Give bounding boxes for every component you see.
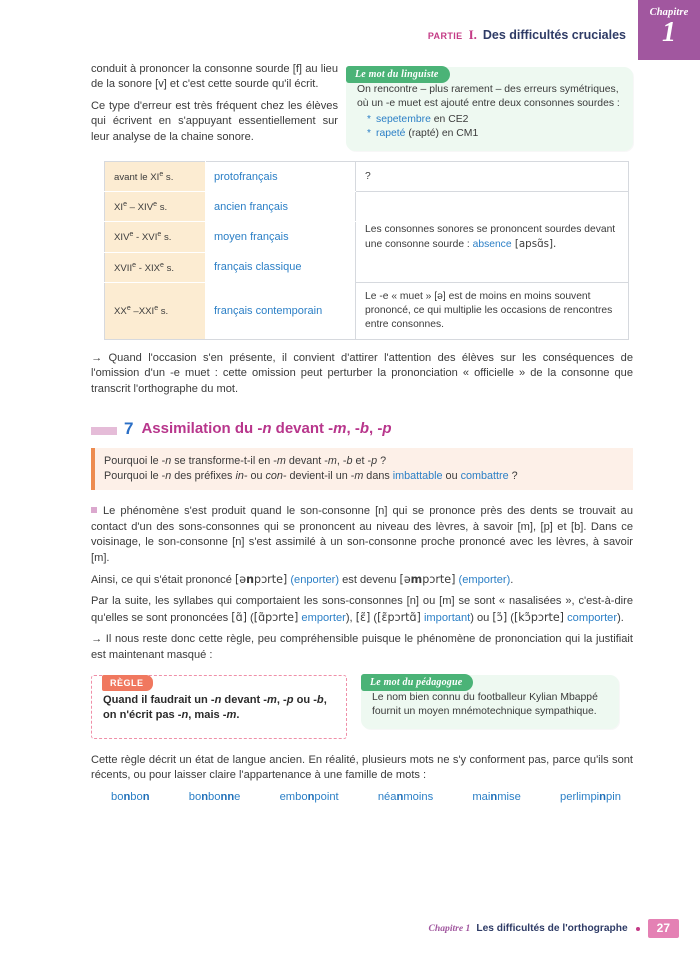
- footer-title: Les difficultés de l'orthographe: [476, 923, 628, 934]
- table-cell-period: XIe – XIVe s.: [105, 192, 206, 222]
- footer-chapter: Chapitre 1: [428, 923, 471, 934]
- merged-note-ipa: [apsɑ̃s].: [511, 237, 557, 250]
- intro-paragraph-1: conduit à prononcer la consonne sourde [f] au lieu de la sonore [v] et c'est cette sourde qu'il écrit.: [91, 63, 338, 91]
- question-word-2: combattre: [460, 470, 509, 483]
- period-sup: e: [123, 201, 127, 209]
- table-row: [105, 162, 629, 192]
- period-sup: e: [132, 261, 137, 269]
- footer-dot-decoration: [636, 927, 640, 931]
- pedagogue-column: [361, 675, 619, 729]
- merged-note-word: absence: [472, 238, 512, 250]
- link-emporter: (emporter): [458, 574, 511, 587]
- question-box: [91, 448, 633, 490]
- merged-note-text: Les consonnes sonores se prononcent sourdes devant une consonne sourde :: [365, 223, 616, 250]
- rule-and-pedagogue-row: [91, 675, 633, 739]
- body-paragraph-arrow-2-text: Il nous reste donc cette règle, peu compréhensible puisque le phénomène de prononciation qui la justifiait est maintenant masqué :: [91, 633, 633, 661]
- square-bullet-icon: [91, 507, 97, 513]
- linguiste-box: [346, 67, 633, 151]
- section-heading: [91, 420, 633, 437]
- table-row: [105, 192, 629, 222]
- page-header: [428, 27, 626, 43]
- table-row: [105, 282, 629, 339]
- period-sup: e: [129, 231, 134, 239]
- section-title: Assimilation du -n devant -m, -b, -p: [141, 420, 392, 437]
- period-sup: e: [126, 305, 131, 313]
- intro-paragraph-2: Ce type d'erreur est très fréquent chez les élèves qui écrivent en s'appuyant essentiellement sur leur analyse de la chaine sonore.: [91, 99, 338, 143]
- chapter-badge-number: 1: [662, 17, 676, 48]
- list-item: [376, 127, 623, 142]
- body-paragraph-suite: Par la suite, les syllabes qui comportaient les sons-consonnes [n] ou [m] se sont « nasalisées », c'est-à-dire qu'elles se sont prononcées [ɑ̃] ([ɑ̃pɔrte] emporter), [ɛ̃] ([ɛ̃pɔrtɑ̃] important) ou [ɔ̃] ([kɔ̃pɔrte] comporter).: [91, 595, 633, 624]
- table-cell-period: XXe –XXIe s.: [105, 282, 206, 339]
- pedagogue-box-tab: Le mot du pédagogue: [361, 674, 473, 691]
- table-cell-period: XVIIe - XIXe s.: [105, 252, 206, 282]
- table-cell-stage: protofrançais: [206, 162, 356, 192]
- page-content: [91, 62, 633, 803]
- rule-box-text: Quand il faudrait un -n devant -m, -p ou -b, on n'écrit pas -n, mais -m.: [103, 694, 327, 722]
- arrow-paragraph: [91, 351, 633, 397]
- body-paragraph-arrow-2: [91, 632, 633, 663]
- example-word: sepetembre: [376, 113, 431, 125]
- partie-roman: I.: [468, 27, 477, 42]
- body-paragraph-bullet-text: Le phénomène s'est produit quand le son-consonne [n] qui se prononce près des dents se trouvait au contact d'un des sons-consonnes qui se prononcent au niveau des lèvres, à savoir [m], [p] et [b]. Dans ce voisinage, le son-consonne [n] s'est assimilé à un son-consonne proche prononcé avec les lèvres, à savoir [m].: [91, 505, 633, 564]
- list-item: [376, 113, 623, 128]
- exception-word-list: [111, 791, 621, 803]
- word-item: néanmoins: [377, 790, 434, 803]
- linguiste-box-list: [357, 113, 623, 142]
- page-number-badge: 27: [648, 919, 679, 938]
- section-number: 7: [124, 419, 134, 438]
- link-emporter-2: emporter: [301, 611, 346, 624]
- period-post: s.: [163, 172, 174, 184]
- table-cell-stage: français contemporain: [206, 282, 356, 339]
- intro-row: [91, 62, 633, 151]
- intro-text-column: [91, 62, 346, 151]
- arrow-icon: →: [91, 351, 103, 364]
- linguiste-column: [346, 62, 633, 151]
- table-cell-note-last: Le -e « muet » [ə] est de moins en moins souvent prononcé, ce qui multiplie les occasions de rencontres entre consonnes.: [356, 282, 629, 339]
- period-roman: XIV: [114, 232, 130, 244]
- question-1: Pourquoi le -n se transforme-t-il en -m devant -m, -b et -p ?: [104, 455, 387, 467]
- pedagogue-box: [361, 675, 619, 729]
- partie-title: Des difficultés cruciales: [482, 28, 626, 42]
- link-enporter: (enporter): [290, 574, 340, 587]
- table-cell-stage: moyen français: [206, 222, 356, 252]
- word-item: mainmise: [472, 790, 521, 803]
- pedagogue-box-text: Le nom bien connu du footballeur Kylian Mbappé fournit un moyen mnémotechnique sympathique.: [372, 692, 598, 718]
- arrow-paragraph-text: Quand l'occasion s'en présente, il convient d'attirer l'attention des élèves sur les conséquences de l'omission d'un -e muet : cette omission peut perturber la prononciation « officielle » de la consonne que transcrit l'orthographe du mot.: [91, 351, 633, 395]
- word-item: embonpoint: [279, 790, 339, 803]
- table-cell-period: [105, 162, 206, 192]
- question-2: Pourquoi le -n des préfixes in- ou con- devient-il un -m dans imbattable ou combattre ?: [104, 470, 518, 483]
- body-paragraph-bullet: [91, 504, 633, 566]
- closing-paragraph: Cette règle décrit un état de langue ancien. En réalité, plusieurs mots ne s'y conforment pas, parce qu'ils sont récents, ou pour laisser claire l'appartenance à une famille de mots :: [91, 754, 633, 782]
- example-rest: en CE2: [430, 113, 469, 125]
- table-cell-note-merged: [356, 192, 629, 283]
- arrow-icon: →: [91, 633, 103, 646]
- word-item: perlimpinpin: [560, 790, 621, 803]
- example-word: rapeté: [376, 128, 406, 140]
- section-bar-decoration: [91, 427, 117, 435]
- question-word-1: imbattable: [392, 470, 443, 483]
- partie-label: PARTIE: [427, 31, 463, 41]
- table-cell-period: XIVe - XVIe s.: [105, 222, 206, 252]
- history-table: [104, 161, 629, 340]
- chapter-badge: [638, 0, 700, 60]
- period-sup: e: [159, 171, 164, 179]
- link-important: important: [423, 611, 471, 624]
- chapter-badge-word: Chapitre: [649, 7, 689, 18]
- table-cell-note-first: ?: [356, 162, 629, 192]
- link-comporter: comporter: [567, 611, 618, 624]
- body-paragraph-ainsi: Ainsi, ce qui s'était prononcé [ənpɔrte] (enporter) est devenu [əmpɔrte] (emporter).: [91, 573, 514, 587]
- period-prefix: avant le: [114, 172, 151, 184]
- page-footer: [428, 919, 679, 938]
- period-roman: XVII: [114, 262, 133, 274]
- table-cell-stage: ancien français: [206, 192, 356, 222]
- linguiste-box-text: On rencontre – plus rarement – des erreurs symétriques, où un -e muet est ajouté entre deux consonnes sourdes :: [357, 84, 620, 110]
- table-cell-stage: français classique: [206, 252, 356, 282]
- linguiste-box-tab: Le mot du linguiste: [346, 66, 450, 83]
- word-item: bonbonne: [188, 790, 241, 803]
- rule-box-tab: RÈGLE: [102, 675, 153, 691]
- example-rest: (rapté) en CM1: [405, 128, 479, 140]
- period-roman: XI: [114, 202, 124, 214]
- rule-box: [91, 675, 347, 739]
- period-roman: XX: [114, 306, 127, 318]
- word-item: bonbon: [111, 790, 150, 803]
- period-roman: XI: [150, 172, 160, 184]
